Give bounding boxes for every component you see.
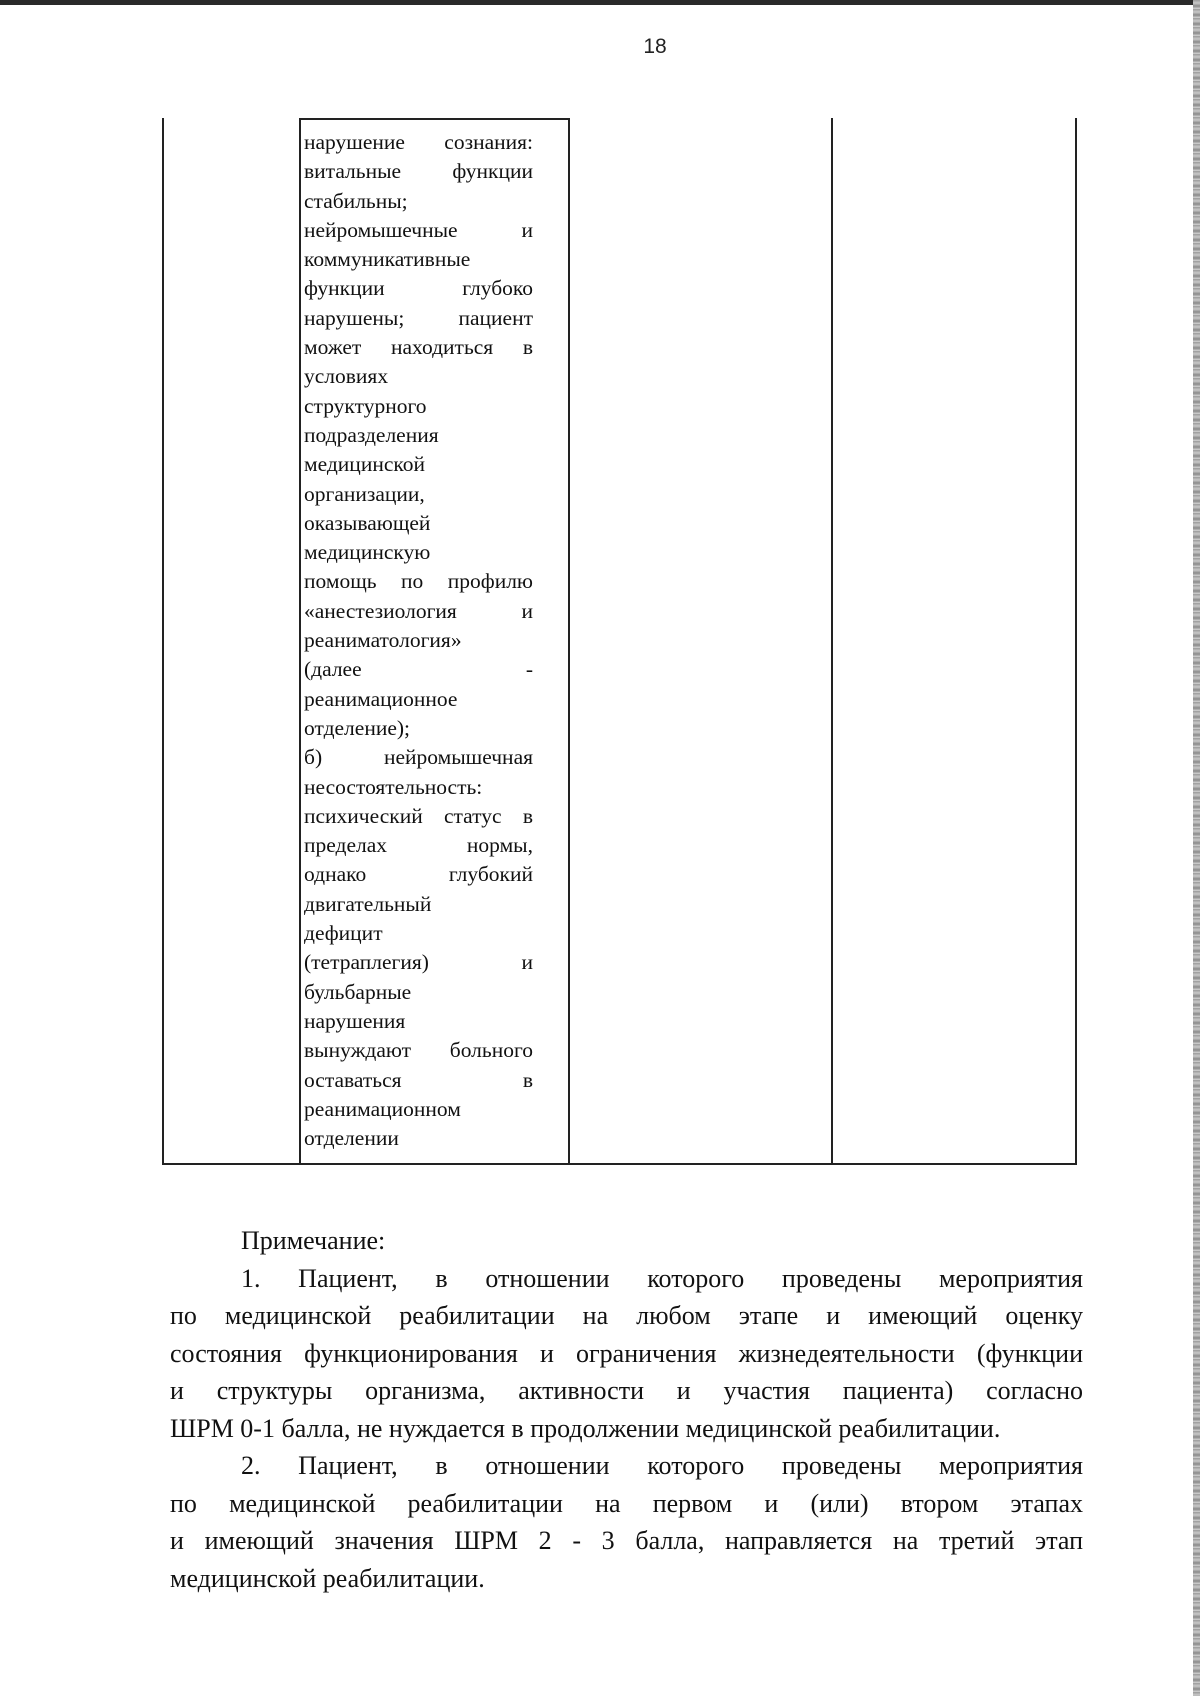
table-border-left bbox=[162, 118, 164, 1165]
cell-line: бульбарные bbox=[304, 979, 412, 1004]
cell-line: «анестезиология и bbox=[304, 598, 533, 623]
cell-line: оказывающей bbox=[304, 510, 431, 535]
cell-line: подразделения bbox=[304, 422, 439, 447]
note-line: состояния функционирования и ограничения жизнедеятельности (функции bbox=[170, 1338, 1083, 1368]
cell-border-top bbox=[299, 118, 569, 120]
cell-line: б) нейромышечная bbox=[304, 745, 533, 770]
note-line: и структуры организма, активности и участия пациента) согласно bbox=[170, 1376, 1083, 1405]
cell-line: реанимационном bbox=[304, 1096, 461, 1121]
cell-line: нейромышечные и bbox=[304, 217, 533, 242]
cell-line: вынуждают больного bbox=[304, 1038, 533, 1063]
cell-line: стабильны; bbox=[304, 188, 408, 213]
cell-line: витальные функции bbox=[304, 159, 533, 184]
cell-line: двигательный bbox=[304, 891, 432, 916]
cell-line: функции глубоко bbox=[304, 276, 533, 301]
table-border-col1 bbox=[299, 118, 301, 1165]
cell-line: нарушения bbox=[304, 1008, 406, 1033]
cell-line: помощь по профилю bbox=[304, 569, 533, 594]
note-section bbox=[170, 1222, 1083, 1597]
criteria-table bbox=[162, 118, 1077, 1165]
cell-line: нарушение сознания: bbox=[304, 130, 533, 154]
cell-line: психический статус в bbox=[304, 803, 533, 828]
cell-line: медицинской bbox=[304, 452, 425, 477]
cell-line: структурного bbox=[304, 393, 427, 418]
note-line: ШРМ 0-1 балла, не нуждается в продолжении медицинской реабилитации. bbox=[170, 1413, 1001, 1443]
table-cell-description bbox=[304, 128, 533, 1153]
note-line: и имеющий значения ШРМ 2 - 3 балла, направляется на третий этап bbox=[170, 1526, 1083, 1555]
cell-line: однако глубокий bbox=[304, 862, 533, 887]
cell-line: отделение); bbox=[304, 715, 411, 740]
note-line: по медицинской реабилитации на первом и (или) втором этапах bbox=[170, 1488, 1083, 1518]
page-number: 18 bbox=[643, 35, 667, 58]
table-border-right bbox=[1075, 118, 1077, 1165]
cell-line: организации, bbox=[304, 481, 425, 506]
cell-line: несостоятельность: bbox=[304, 774, 483, 799]
cell-line: нарушены; пациент bbox=[304, 305, 533, 330]
cell-line: может находиться в bbox=[304, 335, 533, 360]
table-border-col3 bbox=[831, 118, 833, 1165]
cell-line: реанимационное bbox=[304, 686, 458, 711]
note-line: 1. Пациент, в отношении которого проведены мероприятия bbox=[241, 1263, 1083, 1293]
cell-line: (далее - bbox=[304, 657, 533, 682]
note-line: медицинской реабилитации. bbox=[170, 1563, 485, 1593]
cell-line: оставаться в bbox=[304, 1067, 533, 1092]
cell-line: дефицит bbox=[304, 921, 383, 946]
table-border-bottom bbox=[162, 1163, 1077, 1165]
cell-line: медицинскую bbox=[304, 540, 431, 565]
cell-line: условиях bbox=[304, 364, 389, 389]
note-heading: Примечание: bbox=[241, 1226, 386, 1255]
note-line: 2. Пациент, в отношении которого проведены мероприятия bbox=[241, 1451, 1083, 1480]
table-border-col2 bbox=[568, 118, 570, 1165]
cell-line: отделении bbox=[304, 1126, 399, 1151]
cell-line: (тетраплегия) и bbox=[304, 950, 533, 975]
scan-edge bbox=[1193, 0, 1200, 1696]
cell-line: реаниматология» bbox=[304, 628, 462, 653]
cell-line: коммуникативные bbox=[304, 247, 471, 272]
cell-line: пределах нормы, bbox=[304, 833, 533, 858]
note-line: по медицинской реабилитации на любом этапе и имеющий оценку bbox=[170, 1301, 1083, 1330]
